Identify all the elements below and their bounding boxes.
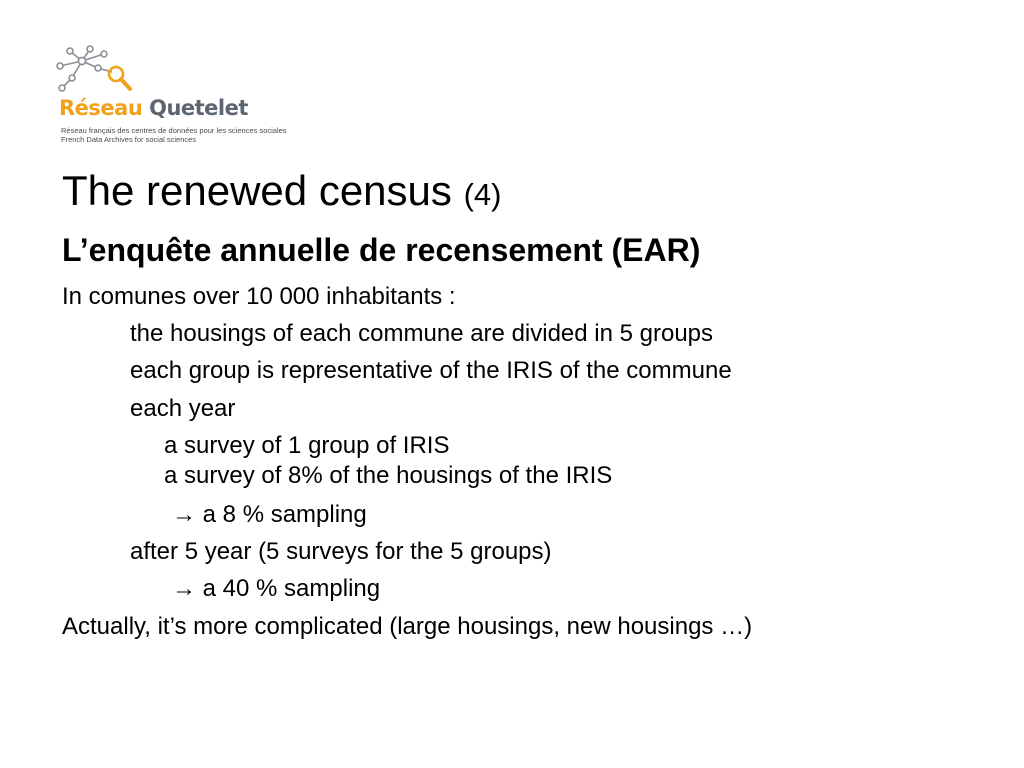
- body-line-survey-group: a survey of 1 group of IRIS: [164, 432, 450, 459]
- body-line-survey-housings: a survey of 8% of the housings of the IRIS: [164, 462, 613, 489]
- body-line-40-percent-sampling: → a 40 % sampling: [172, 575, 381, 602]
- slide-title-suffix: (4): [463, 177, 502, 212]
- body-line-8-percent-sampling: → a 8 % sampling: [172, 501, 367, 528]
- logo-name-part1: Réseau: [59, 96, 143, 120]
- body-line-actually: Actually, it’s more complicated (large housings, new housings …): [62, 613, 753, 640]
- network-magnifier-icon: [50, 44, 136, 96]
- logo-name-part2: Quetelet: [149, 96, 248, 120]
- body-line-each-year: each year: [130, 395, 236, 422]
- slide-title-text: The renewed census: [62, 167, 452, 214]
- body-line-group-representative: each group is representative of the IRIS of the commune: [130, 357, 732, 384]
- logo-tagline-fr: Réseau français des centres de données pour les sciences sociales: [61, 126, 287, 135]
- body-line-after-5-years: after 5 year (5 surveys for the 5 groups): [130, 538, 552, 565]
- logo-name: [59, 96, 248, 120]
- logo-tagline-en: French Data Archives for social sciences: [61, 135, 197, 144]
- slide-title: [62, 168, 501, 214]
- reseau-quetelet-logo: [50, 44, 310, 144]
- slide-subtitle: L’enquête annuelle de recensement (EAR): [62, 232, 701, 268]
- body-line-communes: In comunes over 10 000 inhabitants :: [62, 283, 456, 310]
- body-line-housings-divided: the housings of each commune are divided in 5 groups: [130, 320, 714, 347]
